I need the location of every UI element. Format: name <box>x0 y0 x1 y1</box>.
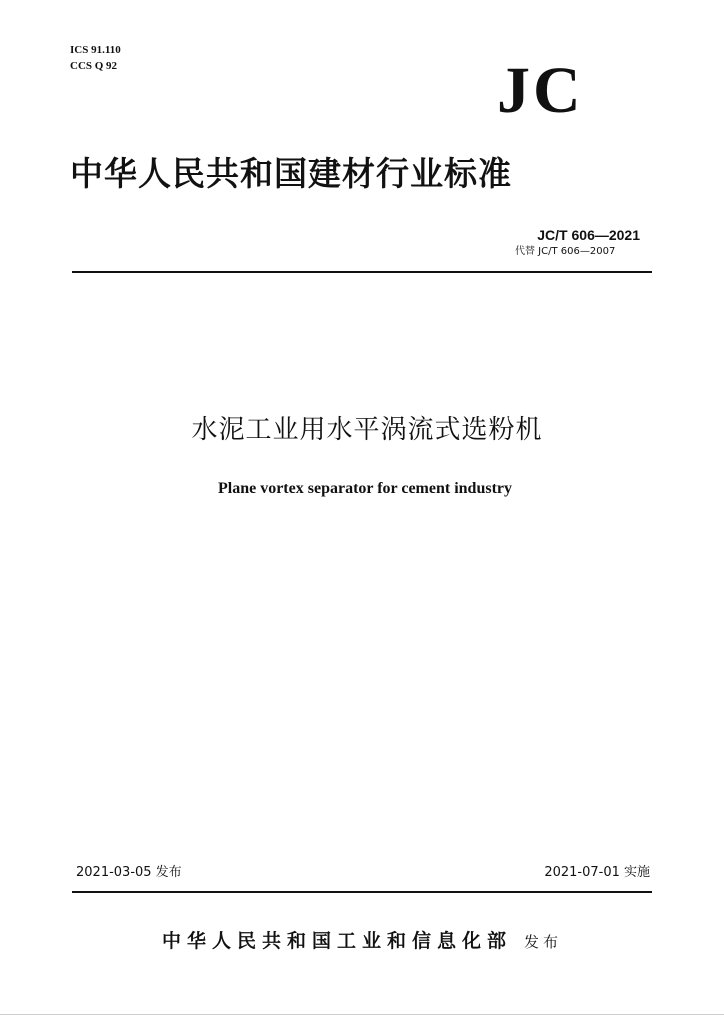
ccs-code: CCS Q 92 <box>70 60 118 72</box>
publisher-organization: 中华人民共和国工业和信息化部 <box>161 930 512 952</box>
bottom-divider <box>72 891 652 893</box>
implementation-date: 2021-07-01 实施 <box>544 865 650 880</box>
replaced-standard: 代替 JC/T 606—2007 <box>515 246 616 257</box>
standard-type-heading: 中华人民共和国建材行业标准 <box>70 154 512 193</box>
title-chinese: 水泥工业用水平涡流式选粉机 <box>191 415 543 445</box>
title-english: Plane vortex separator for cement industry <box>217 480 512 497</box>
ics-code: ICS 91.110 <box>70 44 121 56</box>
issue-date: 2021-03-05 发布 <box>76 865 182 880</box>
publisher-verb: 发布 <box>524 933 563 951</box>
publisher-line <box>0 926 724 953</box>
standard-number: JC/T 606—2021 <box>537 227 640 243</box>
jc-logo: JC <box>497 54 584 127</box>
page-edge-line <box>0 1014 724 1015</box>
classification-codes <box>70 42 121 74</box>
top-divider <box>72 271 652 273</box>
